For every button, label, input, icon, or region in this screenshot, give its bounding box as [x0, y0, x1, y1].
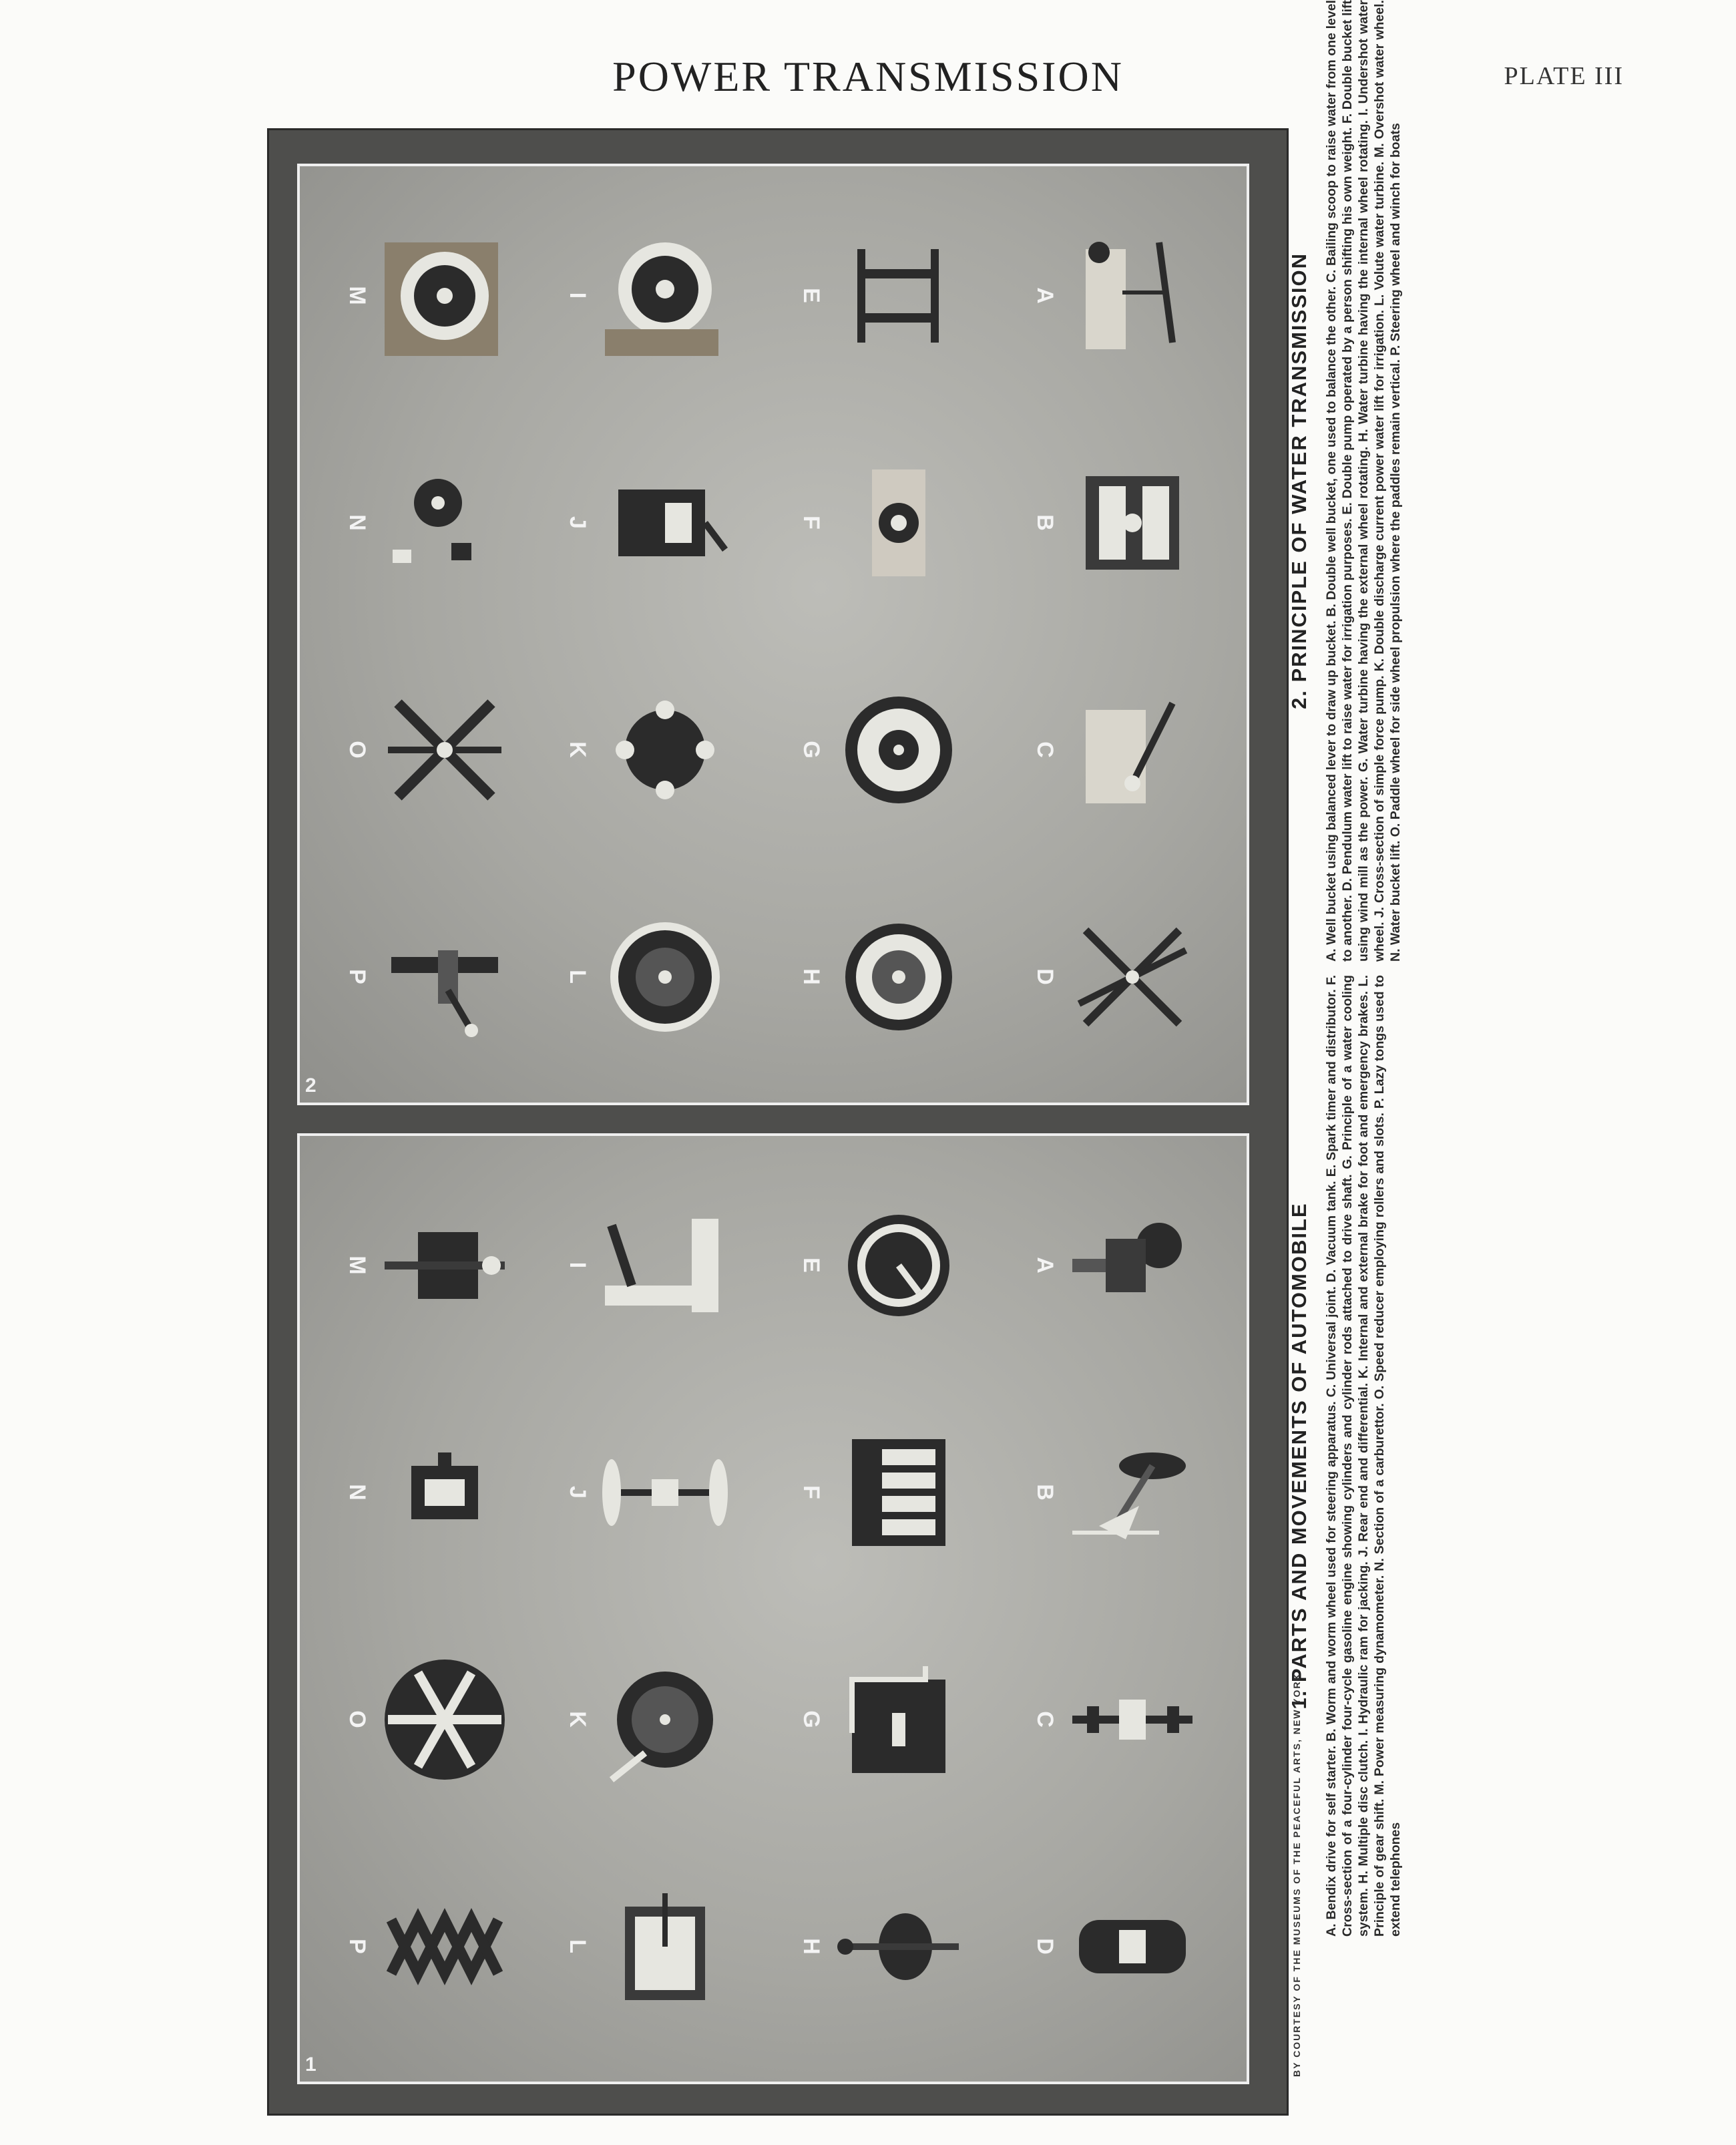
model-letter: G — [799, 1710, 824, 1729]
model-item-p — [324, 1857, 525, 2037]
page-title: POWER TRANSMISSION — [612, 53, 1124, 100]
model-letter: A — [1032, 287, 1058, 305]
model-item-k — [545, 1629, 745, 1810]
figure-number: 1 — [305, 2054, 316, 2076]
vacuum-tank-illustration — [1066, 1880, 1199, 2013]
model-letter: C — [1032, 1711, 1058, 1728]
hydraulic-ram-illustration — [598, 1199, 732, 1332]
model-letter: A — [1032, 1257, 1058, 1274]
model-letter: G — [799, 741, 824, 759]
model-letter: L — [565, 1939, 590, 1954]
water-turbine-internal-illustration — [832, 910, 965, 1044]
bailing-scoop-illustration — [1066, 683, 1199, 817]
double-pump-illustration — [832, 229, 965, 363]
model-letter: N — [345, 1484, 370, 1501]
model-item-b — [1012, 1402, 1213, 1583]
caption-title: 2. PRINCIPLE OF WATER TRANSMISSION — [1287, 252, 1311, 710]
model-letter: O — [345, 1710, 370, 1729]
model-item-g — [779, 1629, 979, 1810]
speed-reducer-illustration — [378, 1653, 511, 1786]
model-item-m — [324, 1175, 525, 1356]
model-letter: B — [1032, 1484, 1058, 1501]
model-letter: D — [1032, 1938, 1058, 1955]
model-item-a — [1012, 206, 1213, 386]
model-letter: N — [345, 514, 370, 532]
bendix-drive-illustration — [1066, 1199, 1199, 1332]
water-bucket-lift-illustration — [378, 456, 511, 590]
dynamometer-illustration — [378, 1199, 511, 1332]
brake-illustration — [598, 1653, 732, 1786]
model-letter: I — [565, 1261, 590, 1270]
model-item-i — [545, 206, 745, 386]
model-letter: C — [1032, 741, 1058, 759]
model-item-d — [1012, 1857, 1213, 2037]
multiple-disc-clutch-illustration — [832, 1880, 965, 2013]
model-letter: K — [565, 741, 590, 759]
model-letter: J — [565, 1486, 590, 1499]
model-item-f — [779, 433, 979, 613]
automobile-models-grid — [300, 1135, 1246, 2082]
four-cylinder-engine-illustration — [832, 1426, 965, 1559]
courtesy-credit: BY COURTESY OF THE MUSEUMS OF THE PEACEFUL ARTS, NEW YORK — [1291, 1672, 1302, 2077]
water-cooling-system-illustration — [832, 1653, 965, 1786]
well-bucket-illustration — [1066, 229, 1199, 363]
caption-body: A. Bendix drive for self starter. B. Worm and worm wheel used for steering apparatus. C. Universal joint. D. Vacuum tank. E. Spark timer and distributor. F. Cross-section of a four-cylinder four-cycle gasoline engine showing cylinders and cylinder rods attached to drive shaft. G. Principle of a water cooling system. H. Multiple disc clutch. I. Hydraulic ram for jacking. J. Rear end and differential. K. Internal and external brake for foot and emergency brakes. L. Principle of gear shift. M. Power measuring dynamometer. N. Section of a carburettor. O. Speed reducer employing rollers and slots. P. Lazy tongs used to extend telephones — [1324, 975, 1403, 1937]
model-item-e — [779, 1175, 979, 1356]
caption-body: A. Well bucket using balanced lever to draw up bucket. B. Double well bucket, one used to balance the other. C. Bailing scoop to raise water from one level to another. D. Pendulum water lift to raise water for irrigation purposes. E. Double pump operated by a person shifting his own weight. F. Double bucket lift using wind mill as the power. G. Water turbine having the external wheel rotating. H. Water turbine having the internal wheel rotating. I. Undershot water wheel. J. Cross-section of simple force pump. K. Double discharge current power water lift for irrigation. L. Volute water turbine. M. Overshot water wheel. N. Water bucket lift. O. Paddle wheel for side wheel propulsion where the paddles remain vertical. P. Steering wheel and winch for boats — [1324, 0, 1403, 962]
gear-shift-illustration — [598, 1880, 732, 2013]
model-letter: H — [799, 1938, 824, 1955]
rear-end-differential-illustration — [598, 1426, 732, 1559]
model-item-l — [545, 887, 745, 1067]
model-item-o — [324, 660, 525, 840]
caption-title: 1. PARTS AND MOVEMENTS OF AUTOMOBILE — [1287, 1202, 1311, 1710]
overshot-water-wheel-illustration — [378, 229, 511, 363]
model-item-i — [545, 1175, 745, 1356]
model-letter: F — [799, 1485, 824, 1500]
water-turbine-external-illustration — [832, 683, 965, 817]
model-letter: P — [345, 969, 370, 985]
figure-number: 2 — [305, 1075, 316, 1097]
model-item-g — [779, 660, 979, 840]
model-item-p — [324, 887, 525, 1067]
model-letter: M — [345, 1255, 370, 1276]
model-item-n — [324, 1402, 525, 1583]
volute-water-turbine-illustration — [598, 910, 732, 1044]
spark-timer-illustration — [832, 1199, 965, 1332]
model-letter: J — [565, 516, 590, 530]
model-item-k — [545, 660, 745, 840]
water-transmission-photo — [297, 164, 1249, 1105]
automobile-parts-photo — [297, 1133, 1249, 2084]
model-letter: E — [799, 1257, 824, 1274]
carburettor-illustration — [378, 1426, 511, 1559]
model-item-l — [545, 1857, 745, 2037]
steering-winch-illustration — [378, 910, 511, 1044]
model-item-b — [1012, 433, 1213, 613]
paddle-wheel-illustration — [378, 683, 511, 817]
current-power-water-lift-illustration — [598, 683, 732, 817]
pendulum-water-lift-illustration — [1066, 910, 1199, 1044]
undershot-water-wheel-illustration — [598, 229, 732, 363]
model-letter: D — [1032, 968, 1058, 986]
model-letter: I — [565, 292, 590, 300]
model-item-n — [324, 433, 525, 613]
model-letter: H — [799, 968, 824, 986]
model-letter: B — [1032, 514, 1058, 532]
model-letter: K — [565, 1711, 590, 1728]
universal-joint-illustration — [1066, 1653, 1199, 1786]
model-letter: L — [565, 970, 590, 984]
model-item-d — [1012, 887, 1213, 1067]
model-letter: O — [345, 741, 370, 759]
model-item-j — [545, 433, 745, 613]
model-item-c — [1012, 1629, 1213, 1810]
plate-frame — [267, 128, 1289, 2116]
double-bucket-lift-illustration — [832, 456, 965, 590]
model-item-h — [779, 887, 979, 1067]
model-item-e — [779, 206, 979, 386]
water-models-grid — [300, 166, 1246, 1105]
model-item-m — [324, 206, 525, 386]
model-item-j — [545, 1402, 745, 1583]
double-well-bucket-illustration — [1066, 456, 1199, 590]
automobile-parts-caption — [1285, 975, 1403, 1937]
model-letter: E — [799, 288, 824, 304]
model-item-a — [1012, 1175, 1213, 1356]
worm-wheel-illustration — [1066, 1426, 1199, 1559]
model-item-f — [779, 1402, 979, 1583]
model-item-h — [779, 1857, 979, 2037]
model-letter: P — [345, 1939, 370, 1955]
model-letter: F — [799, 516, 824, 530]
model-item-c — [1012, 660, 1213, 840]
force-pump-illustration — [598, 456, 732, 590]
model-item-o — [324, 1629, 525, 1810]
plate-label: PLATE III — [1504, 62, 1624, 90]
lazy-tongs-illustration — [378, 1880, 511, 2013]
water-transmission-caption — [1285, 0, 1403, 962]
model-letter: M — [345, 286, 370, 306]
